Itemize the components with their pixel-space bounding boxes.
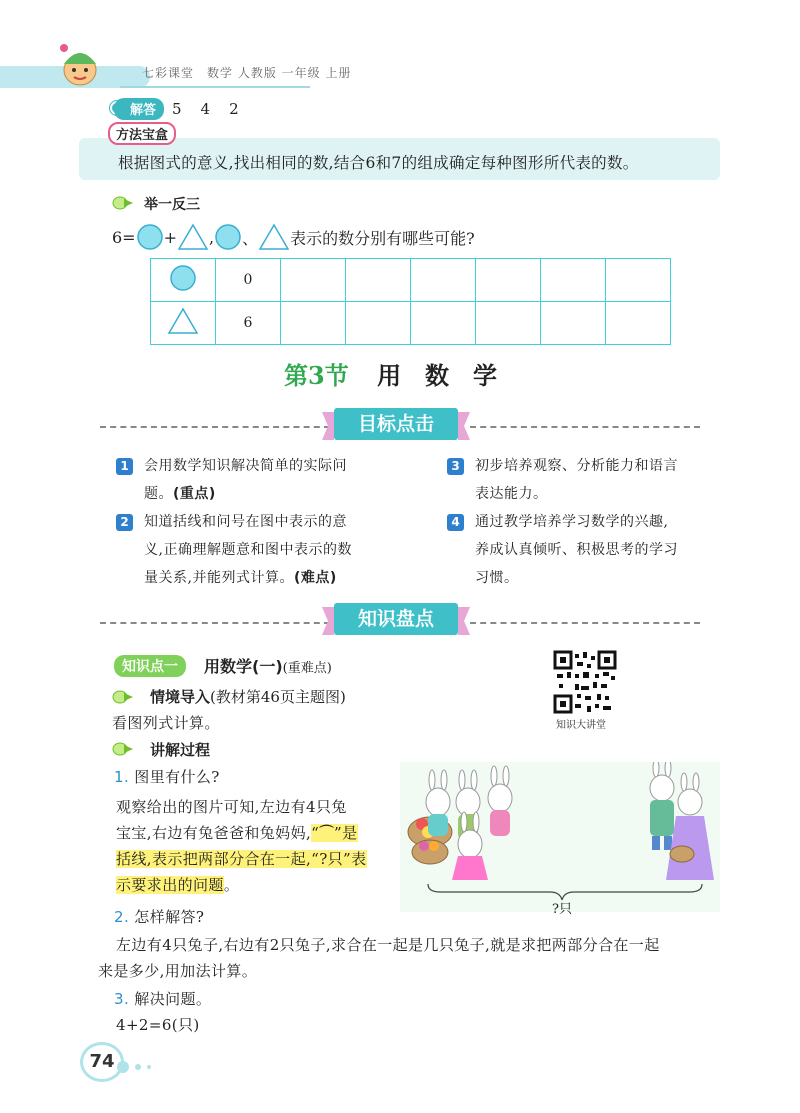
step-number: 3. [114,990,130,1008]
footer-dots-icon [116,1060,156,1074]
practice-pencil-icon [112,196,134,210]
goal-item [475,508,755,592]
goal-line: 知道括线和问号在图中表示的意 [144,514,347,530]
highlight-text: 示要求出的问题 [116,876,224,894]
page-number: 74 [80,1042,124,1082]
section-name: 用 数 学 [377,361,498,390]
situation-pencil-icon [112,690,134,704]
table-cell[interactable]: 0 [216,259,281,302]
kp-note: (重难点) [282,661,332,676]
step-number: 1. [114,768,130,786]
mascot-icon [56,42,104,88]
body-line: 宝宝,右边有兔爸爸和兔妈妈, [116,824,312,842]
goal-number: 3 [447,458,464,475]
goal-line: 量关系,并能列式计算。 [144,570,294,586]
kp-tag: 知识点一 [114,655,186,677]
rabbits-illustration [400,762,720,912]
knowledge-banner: 知识盘点 [334,603,458,635]
step-1-body [116,794,406,898]
method-title: 方法宝盒 [108,122,176,145]
goal-number: 4 [447,514,464,531]
answer-values: 5 4 2 [172,100,241,118]
triangle-shape-icon [167,307,199,335]
q-sep: 、 [242,228,259,248]
table-cell[interactable] [281,259,346,302]
step-2-body [98,932,738,984]
table-cell[interactable] [281,302,346,345]
table-cell[interactable] [476,302,541,345]
goal-line: 义,正确理解题意和图中表示的数 [144,542,352,558]
table-cell[interactable] [346,259,411,302]
practice-question [112,222,475,252]
qr-caption: 知识大讲堂 [556,720,606,731]
process-label: 讲解过程 [150,741,211,759]
table-cell[interactable] [346,302,411,345]
goal-line: 题。 [144,486,173,502]
section-title [284,356,497,391]
goal-tag: (难点) [293,570,337,586]
goal-line: 表达能力。 [475,486,548,502]
table-cell[interactable] [606,302,671,345]
goal-item [475,452,755,508]
body-line: 观察给出的图片可知,左边有4只兔 [116,798,347,816]
goal-item [144,452,434,508]
header-line [120,86,310,88]
step-text: 图里有什么? [134,768,220,786]
triangle-shape-icon [258,223,290,251]
q-plus: + [163,227,177,247]
divider [470,426,700,428]
goal-line: 习惯。 [475,570,519,586]
circle-shape-icon [214,223,242,251]
figure-label: ?只 [552,902,572,917]
situation-label: 情境导入 [150,688,211,706]
table-cell[interactable] [411,302,476,345]
goal-line: 通过教学培养学习数学的兴趣, [475,514,669,530]
step-text: 解决问题。 [134,990,212,1008]
step-3 [114,988,211,1009]
divider [470,622,700,624]
table-cell[interactable] [541,259,606,302]
divider [100,426,330,428]
practice-table [150,258,671,345]
goal-number: 1 [116,458,133,475]
table-cell[interactable] [411,259,476,302]
qr-code-icon[interactable] [553,650,617,714]
kp-title [204,654,332,677]
highlight-text: “⏜”是 [311,824,358,842]
section-number: 第3节 [284,361,349,390]
step-2 [114,906,204,927]
divider [100,622,330,624]
goal-line: 养成认真倾听、积极思考的学习 [475,542,678,558]
circle-shape-icon [169,264,197,292]
kp-title-text: 用数学(一) [204,657,283,676]
situation-line [150,686,346,707]
circle-shape-icon [136,223,164,251]
table-cell[interactable] [541,302,606,345]
header-text: 七彩课堂 数学 人教版 一年级 上册 [142,66,352,80]
body-line: 来是多少,用加法计算。 [98,962,258,980]
table-cell[interactable] [476,259,541,302]
goal-tag: (重点) [173,486,216,502]
goal-line: 初步培养观察、分析能力和语言 [475,458,678,474]
table-cell[interactable] [606,259,671,302]
step-1 [114,766,220,787]
process-pencil-icon [112,742,134,756]
q-suffix: 表示的数分别有哪些可能? [290,228,475,248]
triangle-shape-icon [177,223,209,251]
table-triangle-cell [151,302,216,345]
goals-banner: 目标点击 [334,408,458,440]
goal-item [144,508,444,592]
q-prefix: 6= [112,227,136,247]
goal-number: 2 [116,514,133,531]
situation-text: 看图列式计算。 [112,714,220,732]
step-number: 2. [114,908,130,926]
step-text: 怎样解答? [134,908,205,926]
table-circle-cell [151,259,216,302]
answer-label: 解答 [114,98,164,120]
body-line: 。 [223,876,240,894]
goal-line: 会用数学知识解决简单的实际问 [144,458,347,474]
method-text: 根据图式的意义,找出相同的数,结合6和7的组成确定每种图形所代表的数。 [118,154,639,172]
situation-note: (教材第46页主题图) [210,688,346,706]
practice-label: 举一反三 [144,197,200,213]
highlight-text: 括线,表示把两部分合在一起,“?只”表 [116,850,367,868]
table-cell[interactable]: 6 [216,302,281,345]
equation: 4+2=6(只) [116,1016,200,1034]
body-line: 左边有4只兔子,右边有2只兔子,求合在一起是几只兔子,就是求把两部分合在一起 [116,936,660,954]
q-comma: , [209,227,215,247]
